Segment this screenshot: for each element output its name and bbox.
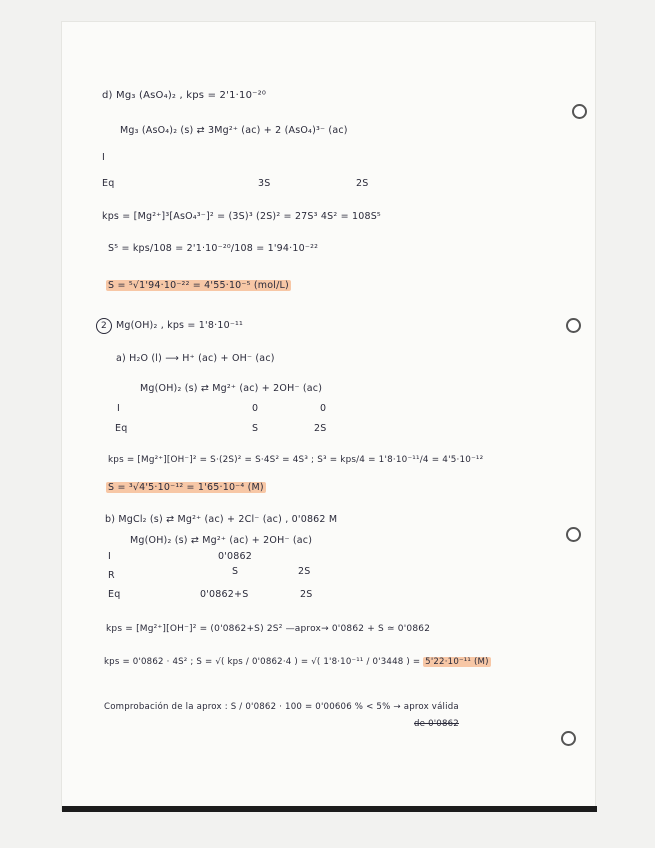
row-label-reaction: R (108, 570, 115, 581)
equilibrium-mg-b: 0'0862+S (200, 589, 249, 600)
s5-calculation: S⁵ = kps/108 = 2'1·10⁻²⁰/108 = 1'94·10⁻²² (108, 243, 319, 254)
punch-hole-icon (566, 527, 581, 542)
equilibrium-reaction: Mg₃ (AsO₄)₂ (s) ⇄ 3Mg²⁺ (ac) + 2 (AsO₄)³⁻ (ac) (120, 125, 348, 136)
approximation-check: Comprobación de la aprox : S / 0'0862 · 100 = 0'00606 % < 5% → aprox válida (104, 702, 459, 712)
exercise-2-text: Mg(OH)₂ , kps = 1'8·10⁻¹¹ (116, 320, 244, 331)
row-label-equilibrium: Eq (115, 423, 128, 434)
exercise-number-circle: 2 (96, 318, 112, 334)
equilibrium-mg: S (252, 423, 259, 434)
equilibrium-aso4: 2S (356, 178, 369, 189)
kps-approximation: kps = [Mg²⁺][OH⁻]² = (0'0862+S) 2S² —aprox→ 0'0862 + S ≃ 0'0862 (106, 624, 431, 634)
solubility-highlight-2: S = ³√4'5·10⁻¹² = 1'65·10⁻⁴ (M) (108, 482, 264, 493)
punch-hole-icon (572, 104, 587, 119)
part-b-title: b) MgCl₂ (s) ⇄ Mg²⁺ (ac) + 2Cl⁻ (ac) , 0'0862 M (105, 514, 338, 525)
crossed-out-text: de 0'0862 (414, 719, 459, 729)
initial-mg: 0 (252, 403, 259, 414)
s-calculation-text: kps = 0'0862 · 4S² ; S = √( kps / 0'0862·4 ) = √( 1'8·10⁻¹¹ / 0'3448 ) = (104, 657, 421, 667)
notebook-page (62, 22, 595, 810)
solubility-highlight: S = ⁵√1'94·10⁻²² = 4'55·10⁻⁵ (mol/L) (108, 280, 289, 291)
solubility-result (106, 280, 291, 291)
solubility-result-2 (106, 482, 266, 493)
reaction-mg: S (232, 566, 239, 577)
row-label-equilibrium: Eq (108, 589, 121, 600)
mgoh2-equilibrium: Mg(OH)₂ (s) ⇄ Mg²⁺ (ac) + 2OH⁻ (ac) (140, 383, 323, 394)
kps-expression-2: kps = [Mg²⁺][OH⁻]² = S·(2S)² = S·4S² = 4S³ ; S³ = kps/4 = 1'8·10⁻¹¹/4 = 4'5·10⁻¹² (108, 455, 484, 465)
punch-hole-icon (561, 731, 576, 746)
exercise-d-title: d) Mg₃ (AsO₄)₂ , kps = 2'1·10⁻²⁰ (102, 90, 267, 101)
equilibrium-oh-b: 2S (300, 589, 313, 600)
equilibrium-oh: 2S (314, 423, 327, 434)
s-calculation-b (104, 657, 491, 667)
reaction-oh: 2S (298, 566, 311, 577)
initial-mg-b: 0'0862 (218, 551, 253, 562)
mgoh2-equilibrium-b: Mg(OH)₂ (s) ⇄ Mg²⁺ (ac) + 2OH⁻ (ac) (130, 535, 313, 546)
row-label-initial: I (108, 551, 112, 562)
row-label-initial: I (117, 403, 121, 414)
water-dissociation: a) H₂O (l) ⟶ H⁺ (ac) + OH⁻ (ac) (116, 353, 275, 364)
equilibrium-mg: 3S (258, 178, 271, 189)
exercise-2-title (96, 318, 243, 334)
initial-oh: 0 (320, 403, 327, 414)
solubility-highlight-3: 5'22·10⁻¹¹ (M) (425, 657, 489, 667)
kps-expression: kps = [Mg²⁺]³[AsO₄³⁻]² = (3S)³ (2S)² = 27S³ 4S² = 108S⁵ (102, 211, 381, 222)
row-label-initial: I (102, 152, 106, 163)
page-bottom-edge (62, 806, 597, 812)
row-label-equilibrium: Eq (102, 178, 115, 189)
punch-hole-icon (566, 318, 581, 333)
